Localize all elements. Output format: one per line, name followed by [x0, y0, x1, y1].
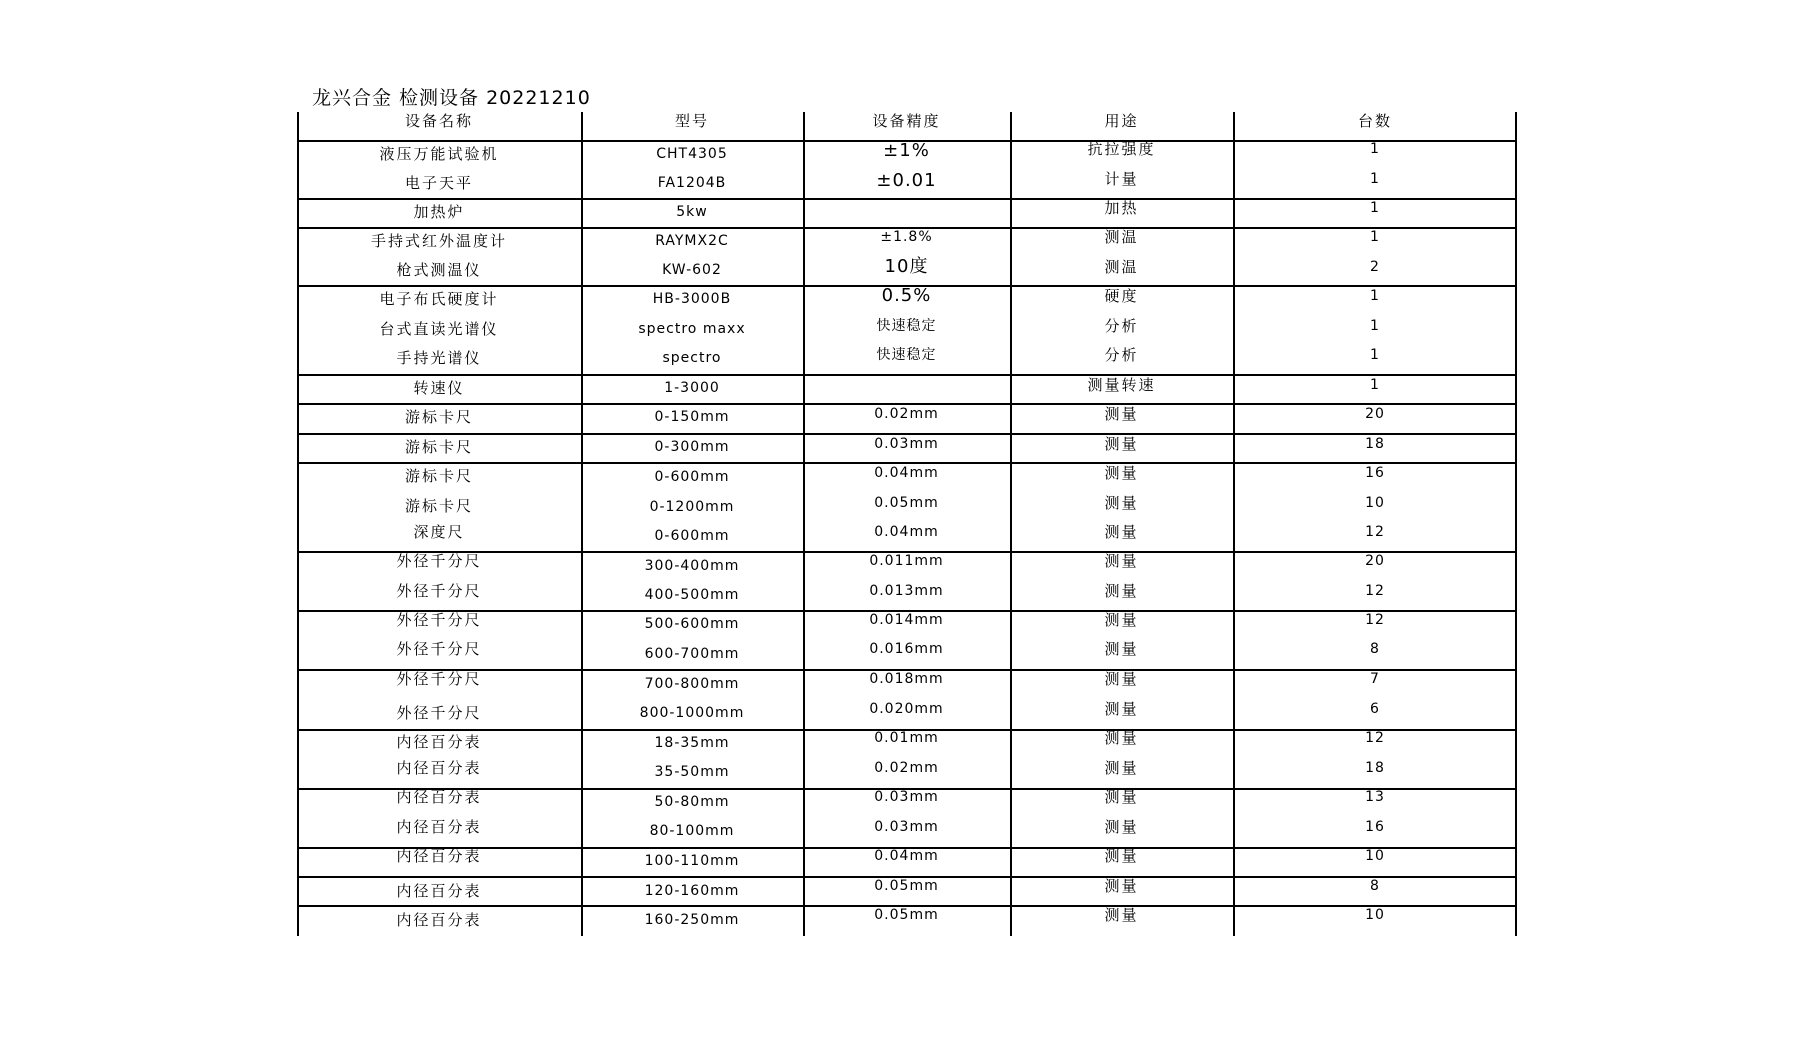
row-26-precision: 0.05mm: [874, 907, 939, 923]
row-23-model: 80-100mm: [649, 823, 735, 839]
row-9-use: 测量: [1104, 405, 1139, 423]
row-19-model: 800-1000mm: [639, 705, 745, 721]
row-1-precision: ±0.01: [876, 170, 937, 191]
row-13-precision: 0.04mm: [874, 524, 939, 540]
header-precision: 设备精度: [872, 112, 941, 130]
row-7-model: spectro: [662, 350, 722, 366]
row-20-use: 测量: [1104, 729, 1139, 747]
row-18-use: 测量: [1104, 670, 1139, 688]
row-19-count: 6: [1370, 701, 1380, 717]
row-1-model: FA1204B: [657, 175, 727, 191]
row-17-name: 外径千分尺: [396, 640, 482, 658]
row-17-model: 600-700mm: [644, 646, 740, 662]
row-21-use: 测量: [1104, 759, 1139, 777]
row-6-precision: 快速稳定: [876, 318, 937, 334]
row-3-count: 1: [1370, 229, 1380, 245]
row-6-model: spectro maxx: [638, 321, 746, 337]
row-22-precision: 0.03mm: [874, 789, 939, 805]
row-9-count: 20: [1365, 406, 1385, 422]
row-5-model: HB-3000B: [652, 291, 732, 307]
row-18-model: 700-800mm: [644, 676, 740, 692]
row-0-use: 抗拉强度: [1087, 140, 1156, 158]
row-22-name: 内径百分表: [396, 788, 482, 806]
row-4-precision: 10度: [884, 256, 929, 277]
row-10-name: 游标卡尺: [404, 438, 473, 456]
row-24-use: 测量: [1104, 847, 1139, 865]
row-22-model: 50-80mm: [654, 794, 730, 810]
row-24-count: 10: [1365, 848, 1385, 864]
row-11-model: 0-600mm: [654, 469, 730, 485]
row-3-use: 测温: [1104, 228, 1139, 246]
row-3-model: RAYMX2C: [655, 233, 729, 249]
row-19-use: 测量: [1104, 700, 1139, 718]
row-12-model: 0-1200mm: [649, 499, 735, 515]
row-3-name: 手持式红外温度计: [370, 232, 507, 250]
row-21-count: 18: [1365, 760, 1385, 776]
row-8-count: 1: [1370, 377, 1380, 393]
row-25-model: 120-160mm: [644, 883, 740, 899]
row-16-model: 500-600mm: [644, 616, 740, 632]
row-17-count: 8: [1370, 641, 1380, 657]
row-2-use: 加热: [1104, 199, 1139, 217]
row-26-use: 测量: [1104, 906, 1139, 924]
row-10-use: 测量: [1104, 435, 1139, 453]
row-26-name: 内径百分表: [396, 911, 482, 929]
row-24-precision: 0.04mm: [874, 848, 939, 864]
row-23-precision: 0.03mm: [874, 819, 939, 835]
row-26-count: 10: [1365, 907, 1385, 923]
row-7-precision: 快速稳定: [876, 347, 937, 363]
row-22-count: 13: [1365, 789, 1385, 805]
row-4-count: 2: [1370, 259, 1380, 275]
row-0-name: 液压万能试验机: [379, 145, 499, 163]
row-12-count: 10: [1365, 495, 1385, 511]
row-5-name: 电子布氏硬度计: [379, 290, 499, 308]
row-5-precision: 0.5%: [881, 285, 932, 306]
row-8-precision: [803, 373, 1010, 397]
row-3-precision: ±1.8%: [880, 229, 933, 245]
row-11-count: 16: [1365, 465, 1385, 481]
row-21-precision: 0.02mm: [874, 760, 939, 776]
row-21-name: 内径百分表: [396, 759, 482, 777]
row-14-precision: 0.011mm: [869, 553, 944, 569]
document-title: 龙兴合金 检测设备 20221210: [312, 87, 591, 109]
row-12-precision: 0.05mm: [874, 495, 939, 511]
header-model: 型号: [674, 112, 709, 130]
row-9-precision: 0.02mm: [874, 406, 939, 422]
row-2-name: 加热炉: [413, 203, 465, 221]
row-14-count: 20: [1365, 553, 1385, 569]
row-10-precision: 0.03mm: [874, 436, 939, 452]
row-14-use: 测量: [1104, 552, 1139, 570]
row-11-name: 游标卡尺: [404, 467, 473, 485]
row-6-count: 1: [1370, 318, 1380, 334]
row-6-name: 台式直读光谱仪: [379, 320, 499, 338]
row-24-model: 100-110mm: [644, 853, 740, 869]
row-1-name: 电子天平: [404, 174, 473, 192]
header-use: 用途: [1104, 112, 1139, 130]
row-8-use: 测量转速: [1087, 376, 1156, 394]
row-15-model: 400-500mm: [644, 587, 740, 603]
row-20-model: 18-35mm: [654, 735, 730, 751]
row-12-use: 测量: [1104, 494, 1139, 512]
row-16-use: 测量: [1104, 611, 1139, 629]
row-24-name: 内径百分表: [396, 847, 482, 865]
row-20-precision: 0.01mm: [874, 730, 939, 746]
row-10-count: 18: [1365, 436, 1385, 452]
header-name: 设备名称: [404, 112, 473, 130]
row-18-name: 外径千分尺: [396, 670, 482, 688]
row-13-model: 0-600mm: [654, 528, 730, 544]
row-14-model: 300-400mm: [644, 558, 740, 574]
row-0-count: 1: [1370, 141, 1380, 157]
equipment-table: [297, 112, 1517, 936]
row-15-use: 测量: [1104, 582, 1139, 600]
row-22-use: 测量: [1104, 788, 1139, 806]
row-23-name: 内径百分表: [396, 818, 482, 836]
row-7-name: 手持光谱仪: [396, 349, 482, 367]
row-17-use: 测量: [1104, 640, 1139, 658]
row-16-name: 外径千分尺: [396, 611, 482, 629]
row-25-use: 测量: [1104, 877, 1139, 895]
row-5-count: 1: [1370, 288, 1380, 304]
row-11-precision: 0.04mm: [874, 465, 939, 481]
row-25-name: 内径百分表: [396, 882, 482, 900]
row-11-use: 测量: [1104, 464, 1139, 482]
row-8-model: 1-3000: [664, 380, 720, 396]
row-23-use: 测量: [1104, 818, 1139, 836]
row-26-model: 160-250mm: [644, 912, 740, 928]
row-14-name: 外径千分尺: [396, 552, 482, 570]
row-12-name: 游标卡尺: [404, 497, 473, 515]
row-13-use: 测量: [1104, 523, 1139, 541]
row-19-name: 外径千分尺: [396, 704, 482, 722]
row-10-model: 0-300mm: [654, 439, 730, 455]
row-4-model: KW-602: [662, 262, 722, 278]
row-20-count: 12: [1365, 730, 1385, 746]
row-1-count: 1: [1370, 171, 1380, 187]
row-2-precision: [803, 196, 1010, 220]
row-0-precision: ±1%: [883, 140, 930, 161]
header-count: 台数: [1357, 112, 1392, 130]
row-16-precision: 0.014mm: [869, 612, 944, 628]
row-15-count: 12: [1365, 583, 1385, 599]
row-2-count: 1: [1370, 200, 1380, 216]
row-18-count: 7: [1370, 671, 1380, 687]
row-20-name: 内径百分表: [396, 733, 482, 751]
row-0-model: CHT4305: [656, 146, 728, 162]
row-15-precision: 0.013mm: [869, 583, 944, 599]
row-25-count: 8: [1370, 878, 1380, 894]
row-25-precision: 0.05mm: [874, 878, 939, 894]
row-7-use: 分析: [1104, 346, 1139, 364]
row-7-count: 1: [1370, 347, 1380, 363]
row-16-count: 12: [1365, 612, 1385, 628]
row-19-precision: 0.020mm: [869, 701, 944, 717]
row-9-model: 0-150mm: [654, 409, 730, 425]
row-4-name: 枪式测温仪: [396, 261, 482, 279]
row-13-count: 12: [1365, 524, 1385, 540]
row-15-name: 外径千分尺: [396, 582, 482, 600]
row-17-precision: 0.016mm: [869, 641, 944, 657]
row-6-use: 分析: [1104, 317, 1139, 335]
row-2-model: 5kw: [676, 204, 708, 220]
row-8-name: 转速仪: [413, 379, 465, 397]
row-5-use: 硬度: [1104, 287, 1139, 305]
row-21-model: 35-50mm: [654, 764, 730, 780]
row-1-use: 计量: [1104, 170, 1139, 188]
row-18-precision: 0.018mm: [869, 671, 944, 687]
row-9-name: 游标卡尺: [404, 408, 473, 426]
row-4-use: 测温: [1104, 258, 1139, 276]
row-13-name: 深度尺: [413, 523, 465, 541]
row-23-count: 16: [1365, 819, 1385, 835]
